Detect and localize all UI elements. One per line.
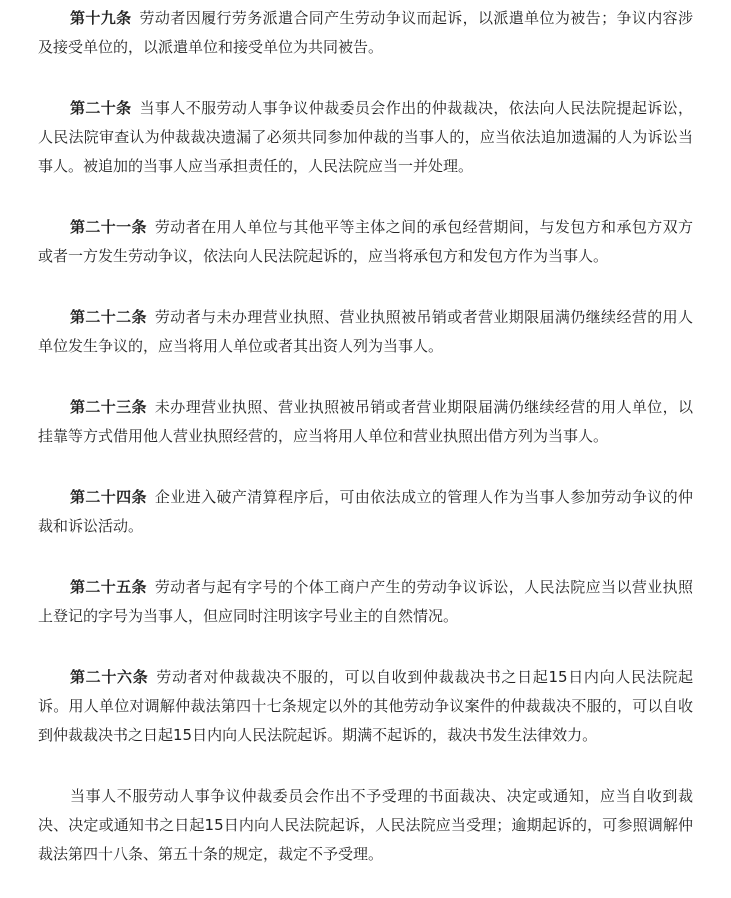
article-19 [38,4,693,62]
article-22 [38,303,693,361]
article-text: 劳动者与起有字号的个体工商户产生的劳动争议诉讼，人民法院应当以营业执照上登记的字号为当事人，但应同时注明该字号业主的自然情况。 [38,578,693,625]
article-text: 当事人不服劳动人事争议仲裁委员会作出的仲裁裁决，依法向人民法院提起诉讼，人民法院审查认为仲裁裁决遗漏了必须共同参加仲裁的当事人的，应当依法追加遗漏的人为诉讼当事人。被追加的当事人应当承担责任的，人民法院应当一并处理。 [38,99,693,175]
article-number: 第二十五条 [70,578,147,596]
article-20 [38,94,693,181]
article-text: 劳动者对仲裁裁决不服的，可以自收到仲裁裁决书之日起15日内向人民法院起诉。用人单位对调解仲裁法第四十七条规定以外的其他劳动争议案件的仲裁裁决不服的，可以自收到仲裁裁决书之日起15日内向人民法院起诉。期满不起诉的，裁决书发生法律效力。 [38,668,693,744]
article-number: 第二十二条 [70,308,147,326]
article-number: 第二十六条 [70,668,149,686]
article-text: 当事人不服劳动人事争议仲裁委员会作出不予受理的书面裁决、决定或通知，应当自收到裁决、决定或通知书之日起15日内向人民法院起诉，人民法院应当受理；逾期起诉的，可参照调解仲裁法第四十八条、第五十条的规定，裁定不予受理。 [38,787,693,863]
article-number: 第二十条 [70,99,132,117]
article-25 [38,573,693,631]
article-number: 第二十一条 [70,218,147,236]
article-number: 第二十四条 [70,488,147,506]
article-26-paragraph-2 [38,782,693,869]
article-text: 企业进入破产清算程序后，可由依法成立的管理人作为当事人参加劳动争议的仲裁和诉讼活动。 [38,488,693,535]
article-23 [38,393,693,451]
article-26 [38,663,693,750]
article-text: 未办理营业执照、营业执照被吊销或者营业期限届满仍继续经营的用人单位，以挂靠等方式借用他人营业执照经营的，应当将用人单位和营业执照出借方列为当事人。 [38,398,693,445]
article-21 [38,213,693,271]
article-text: 劳动者在用人单位与其他平等主体之间的承包经营期间，与发包方和承包方双方或者一方发生劳动争议，依法向人民法院起诉的，应当将承包方和发包方作为当事人。 [38,218,693,265]
article-number: 第二十三条 [70,398,147,416]
article-text: 劳动者与未办理营业执照、营业执照被吊销或者营业期限届满仍继续经营的用人单位发生争议的，应当将用人单位或者其出资人列为当事人。 [38,308,693,355]
article-number: 第十九条 [70,9,132,27]
article-24 [38,483,693,541]
article-text: 劳动者因履行劳务派遣合同产生劳动争议而起诉，以派遣单位为被告；争议内容涉及接受单位的，以派遣单位和接受单位为共同被告。 [38,9,693,56]
